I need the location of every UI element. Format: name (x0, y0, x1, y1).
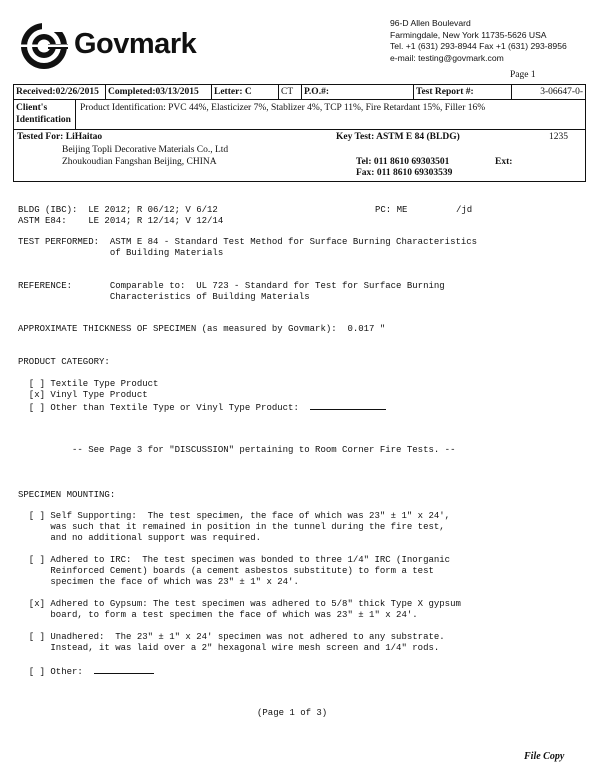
specimen-thickness: APPROXIMATE THICKNESS OF SPECIMEN (as measured by Govmark): 0.017 " (18, 324, 386, 334)
mounting-irc: [ ] Adhered to IRC: The test specimen was bonded to three 1/4" IRC (Inorganic (18, 555, 451, 565)
file-copy-stamp: File Copy (524, 751, 565, 762)
completed-date: Completed:03/13/2015 (106, 85, 212, 99)
fax: Fax: 011 8610 69303539 (356, 168, 453, 178)
mounting-self-supporting-cont: was such that it remained in position in the tunnel during the fire test, (18, 522, 445, 532)
mounting-irc-cont: specimen the face of which was 23" ± 1" x 24'. (18, 577, 299, 587)
mounting-self-supporting-cont: and no additional support was required. (18, 533, 262, 543)
tested-for-block (13, 130, 586, 182)
category-textile: [ ] Textile Type Product (18, 379, 159, 389)
reference: REFERENCE: Comparable to: UL 723 - Standard for Test for Surface Burning (18, 281, 445, 291)
pc-code: PC: ME (375, 205, 408, 215)
telephone: Tel: 011 8610 69303501 (356, 157, 450, 167)
mounting-irc-cont: Reinforced Cement) boards (a cement asbestos substitute) to form a test (18, 566, 434, 576)
extension: Ext: (495, 157, 513, 167)
initials: /jd (456, 205, 473, 215)
product-identification: Product Identification: PVC 44%, Elasticizer 7%, Stablizer 4%, TCP 11%, Fire Retardant 15%, Filler 16% (80, 103, 486, 113)
reference-cont: Characteristics of Building Materials (18, 292, 310, 302)
po-field: P.O.#: (302, 85, 414, 99)
mounting-self-supporting: [ ] Self Supporting: The test specimen, the face of which was 23" ± 1" x 24', (18, 511, 451, 521)
code-line-bldg: BLDG (IBC): LE 2012; R 06/12; V 6/12 (18, 205, 218, 215)
mounting-unadhered: [ ] Unadhered: The 23" ± 1" x 24' specimen was not adhered to any substrate. (18, 632, 445, 642)
blank-line (94, 665, 154, 674)
mounting-other: [ ] Other: (18, 665, 154, 678)
logo-wordmark: Govmark (74, 28, 197, 60)
see-page-note: -- See Page 3 for "DISCUSSION" pertaining to Room Corner Fire Tests. -- (18, 445, 456, 455)
blank-line (310, 401, 386, 410)
page-of-total: (Page 1 of 3) (257, 708, 328, 718)
client-identification-row (13, 100, 586, 130)
company-address (390, 18, 567, 64)
company-name: Beijing Topli Decorative Materials Co., Ltd (62, 145, 229, 155)
mounting-gypsum-cont: board, to form a test specimen the face of which was 23" ± 1" x 24'. (18, 610, 418, 620)
code-line-astm: ASTM E84: LE 2014; R 12/14; V 12/14 (18, 216, 224, 226)
address-line: 96-D Allen Boulevard (390, 18, 471, 28)
received-date: Received:02/26/2015 (14, 85, 106, 99)
mounting-unadhered-cont: Instead, it was laid over a 2" hexagonal wire mesh screen and 1/4" rods. (18, 643, 440, 653)
page-number: Page 1 (510, 70, 536, 80)
key-number: 1235 (549, 132, 568, 142)
mounting-gypsum: [x] Adhered to Gypsum: The test specimen was adhered to 5/8" thick Type X gypsum (18, 599, 461, 609)
tested-for-label: Tested For: (17, 132, 64, 142)
test-performed-cont: of Building Materials (18, 248, 224, 258)
test-report-number: 3-06647-0- (540, 87, 583, 97)
test-report-label: Test Report #: (414, 85, 512, 99)
address-line: e-mail: testing@govmark.com (390, 52, 504, 63)
client-identification-label: Client's Identification (14, 100, 76, 129)
ct-field: CT (279, 85, 302, 99)
company-location: Zhoukoudian Fangshan Beijing, CHINA (62, 157, 217, 167)
tested-for-name: LiHaitao (65, 132, 103, 142)
product-category-heading: PRODUCT CATEGORY: (18, 357, 110, 367)
category-vinyl: [x] Vinyl Type Product (18, 390, 148, 400)
letter-field: Letter: C (212, 85, 279, 99)
address-line: Farmingdale, New York 11735-5626 USA (390, 29, 547, 40)
key-test: Key Test: ASTM E 84 (BLDG) (336, 132, 460, 142)
specimen-mounting-heading: SPECIMEN MOUNTING: (18, 490, 116, 500)
tested-for (17, 132, 102, 142)
category-other: [ ] Other than Textile Type or Vinyl Type Product: (18, 401, 386, 414)
report-info-row (13, 84, 586, 100)
address-line: Tel. +1 (631) 293-8944 Fax +1 (631) 293-8956 (390, 41, 567, 51)
test-performed: TEST PERFORMED: ASTM E 84 - Standard Test Method for Surface Burning Characteristics (18, 237, 478, 247)
